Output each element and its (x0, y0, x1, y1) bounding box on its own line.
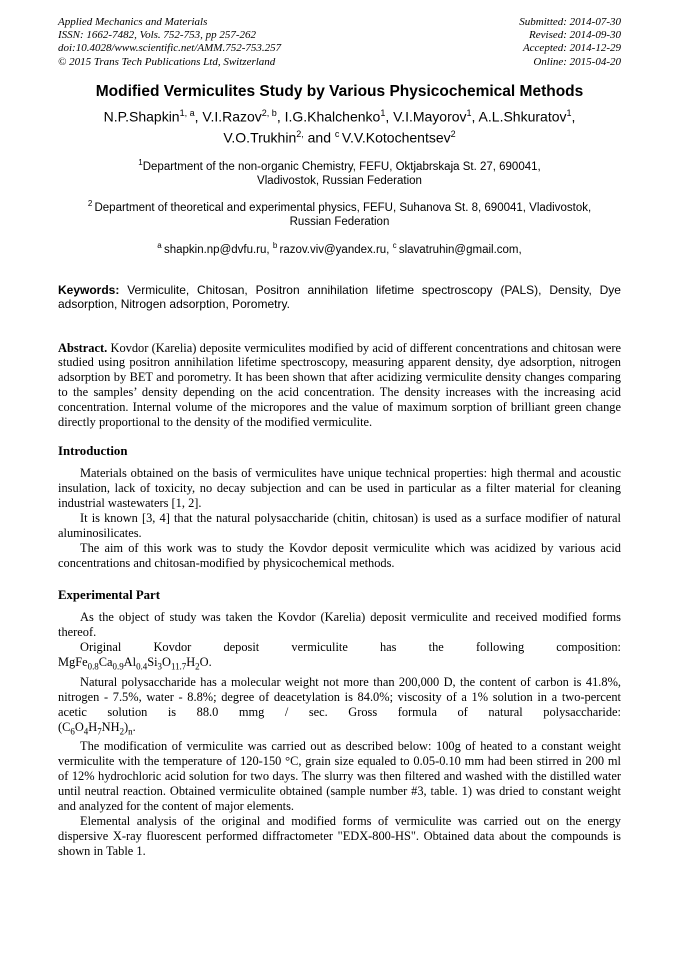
online-date: Online: 2015-04-20 (533, 55, 621, 68)
abstract-block (58, 341, 621, 430)
submission-dates (519, 16, 621, 69)
polysaccharide-text: Natural polysaccharide has a molecular weight not more than 200,000 D, the content of carbon is 41.8%, nitrogen - 7.5%, water - 8.8%; degree of deacetylation is 84.0%; viscosity of a 1% solution in a two-percent acetic solution is 88.0 mmg / sec. Gross formula of natural polysaccharide: (58, 674, 621, 719)
revised-date: Revised: 2014-09-30 (529, 29, 621, 42)
section-heading-introduction: Introduction (58, 444, 128, 459)
abstract-label: Abstract. (58, 340, 108, 355)
accepted-date: Accepted: 2014-12-29 (522, 42, 621, 55)
journal-doi-line: doi:10.4028/www.scientific.net/AMM.752-753.257 (58, 42, 282, 55)
exp-paragraph-object: As the object of study was taken the Kovdor (Karelia) deposit vermiculite and received modified forms thereof. (58, 610, 621, 640)
submitted-date: Submitted: 2014-07-30 (519, 16, 621, 28)
journal-copyright-line: © 2015 Trans Tech Publications Ltd, Switzerland (58, 55, 276, 68)
intro-paragraph-known: It is known [3, 4] that the natural polysaccharide (chitin, chitosan) is used as a surface modifier of natural aluminosilicates. (58, 511, 621, 541)
keywords-text: Vermiculite, Chitosan, Positron annihilation lifetime spectroscopy (PALS), Density, Dye adsorption, Nitrogen adsorption, Porometry. (58, 282, 621, 312)
journal-name: Applied Mechanics and Materials (58, 16, 208, 28)
exp-paragraph-modification: The modification of vermiculite was carried out as described below: 100g of heated to a constant weight vermiculite with the temperature of 120-150 °C, grain size equaled to 0.05-0.10 mm had been stirred in 200 ml of 12% hydrochloric acid solution for two days. The slurry was then filtered and washed with the distilled water until neutral reaction. Obtained vermiculite obtained (sample number #3, table. 1) was dried to constant weight and analyzed for the content of major elements. (58, 739, 621, 814)
exp-paragraph-elemental: Elemental analysis of the original and modified forms of vermiculite was carried out on the energy dispersive X-ray fluorescent performed diffractometer "EDX-800-HS". Obtained data about the compounds is shown in Table 1. (58, 814, 621, 859)
composition-intro-text: Original Kovdor deposit vermiculite has the following composition: (80, 640, 621, 655)
author-list: N.P.Shapkin$^{1, a}$, V.I.Razov$^{2, b}$, I.G.Khalchenko$^1$, V.I.Mayorov$^1$, A.L.Shkuratov$^1$, V.O.Trukhin$^{2,}$ and $^c$ V.V.Kotochentsev$^2$ (103, 107, 576, 147)
keywords-label: Keywords: (58, 282, 120, 297)
journal-info (58, 16, 281, 69)
keywords-block (58, 283, 621, 312)
paper-title: Modified Vermiculites Study by Various Physicochemical Methods (95, 82, 584, 100)
affiliation-1: $^1$Department of the non-organic Chemistry, FEFU, Oktjabrskaja St. 27, 690041, Vladivostok, Russian Federation (138, 158, 541, 187)
abstract-text: Kovdor (Karelia) deposite vermiculites modified by acid of different concentrations and chitosan were studied using positron annihilation lifetime spectroscopy, measuring apparent density, dye adsorption, nitrogen adsorption by BET and porometry. It has been shown that after acidizing vermiculite density changes comparing to the samples’ density depending on the acid concentration. The density increases with the increasing acid concentration. Internal volume of the micropores and the value of maximum sorption of brilliant green change directly proportional to the density of the modified vermiculite. (58, 340, 621, 429)
intro-paragraph-aim: The aim of this work was to study the Kovdor deposit vermiculite which was acidized by various acid concentrations and chitosan-modified by physicochemical methods. (58, 541, 621, 571)
section-heading-experimental: Experimental Part (58, 588, 160, 603)
intro-paragraph-materials: Materials obtained on the basis of vermiculites have unique technical properties: high thermal and acoustic insulation, lack of toxicity, no decay subjection and can be used in particular as a filter material for cleaning industrial wastewaters [1, 2]. (58, 466, 621, 511)
exp-paragraph-polysaccharide (58, 675, 621, 739)
exp-paragraph-composition (58, 640, 621, 674)
journal-issn-line: ISSN: 1662-7482, Vols. 752-753, pp 257-262 (58, 29, 256, 42)
affiliation-2: $^2$ Department of theoretical and experimental physics, FEFU, Suhanova St. 8, 690041, Vladivostok, Russian Federation (87, 198, 592, 228)
journal-header (58, 16, 621, 69)
author-emails: $^a$ shapkin.np@dvfu.ru, $^b$ razov.viv@yandex.ru, $^c$ slavatruhin@gmail.com, (157, 240, 522, 256)
polysaccharide-formula: $(C_6O_4H_7NH_2)_n$. (58, 719, 136, 737)
composition-formula: $MgFe_{0.8}Ca_{0.9}Al_{0.4}Si_3O_{11.7}H_2O$. (58, 655, 212, 672)
